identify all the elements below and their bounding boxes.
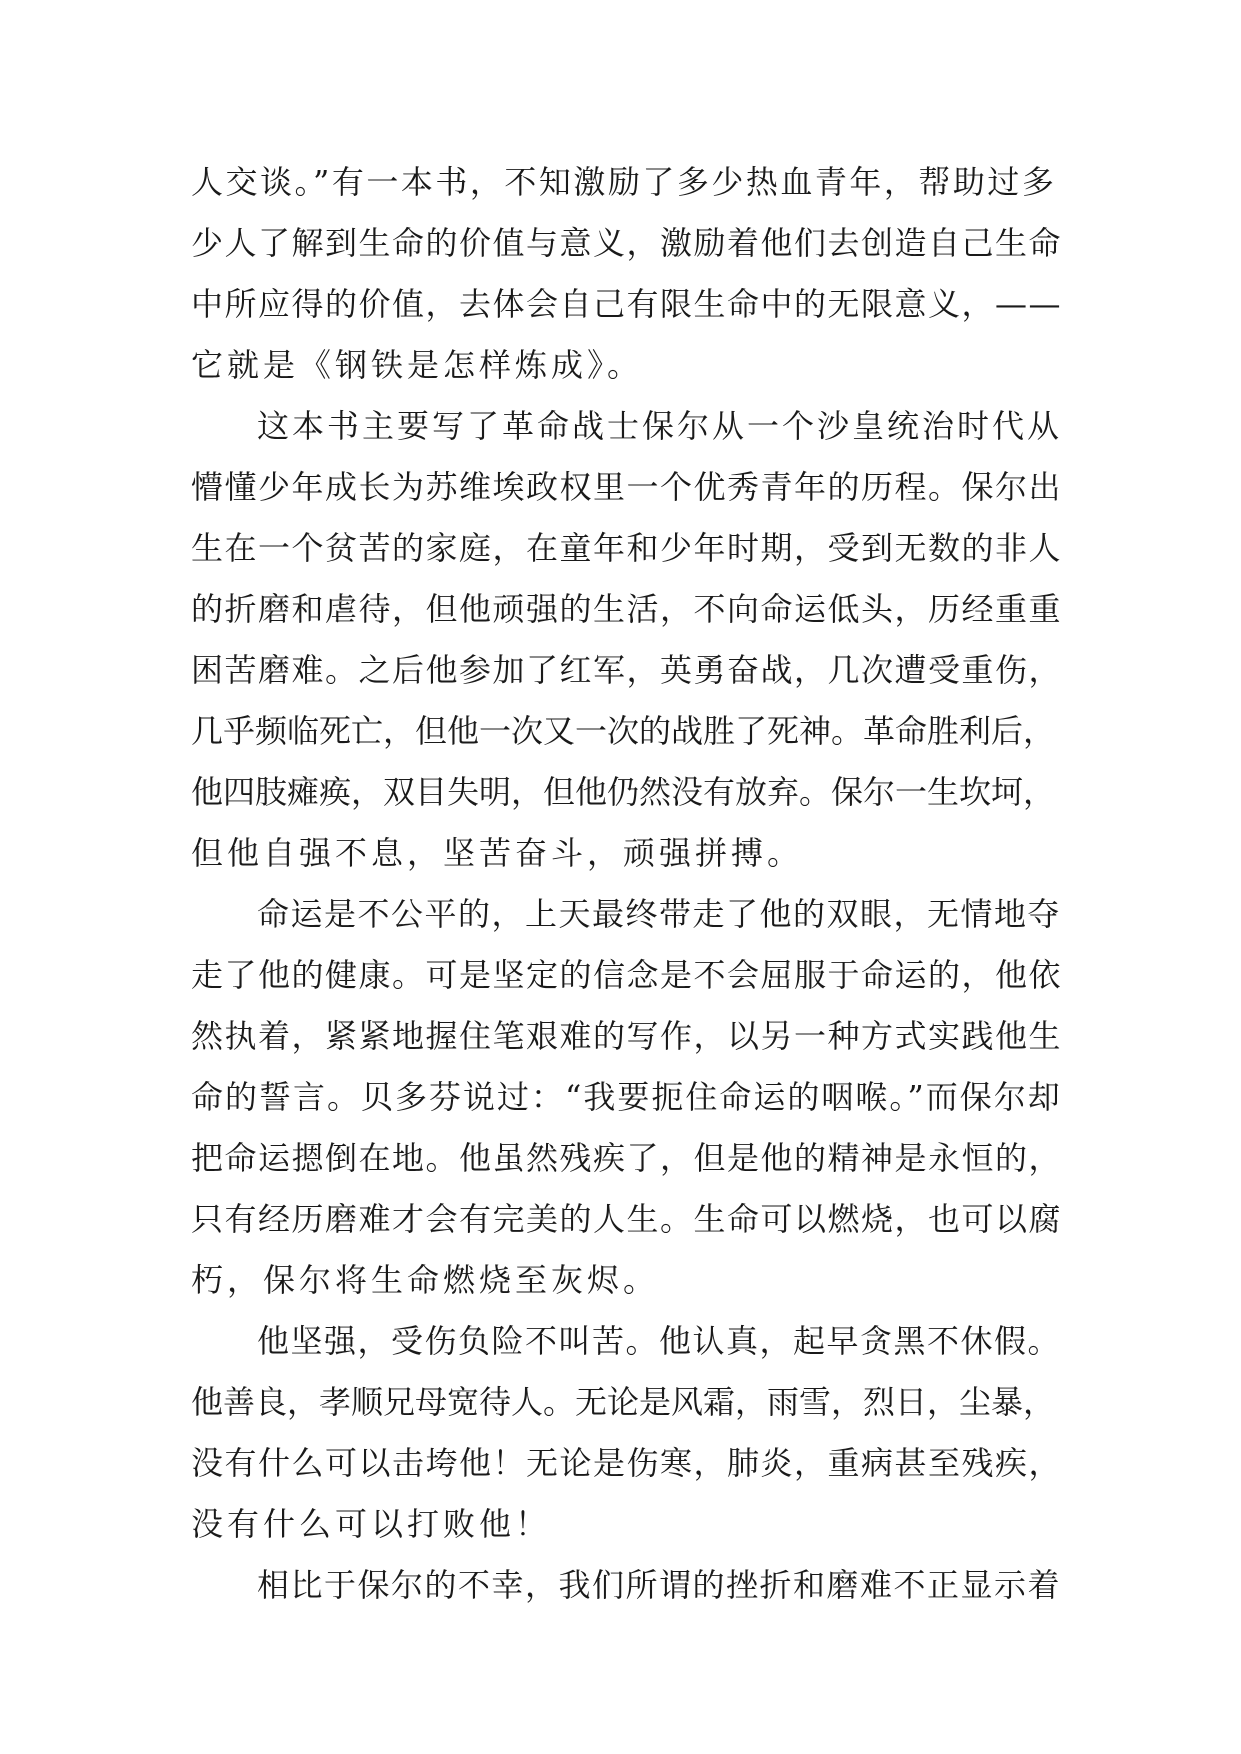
text-line: 他善良，孝顺兄母宽待人。无论是风霜，雨雪，烈日，尘暴， [191, 1383, 1056, 1421]
text-line: 几乎频临死亡，但他一次又一次的战胜了死神。革命胜利后， [191, 712, 1056, 750]
text-line: 把命运摁倒在地。他虽然残疾了，但是他的精神是永恒的， [191, 1139, 1063, 1177]
text-line: 命运是不公平的，上天最终带走了他的双眼，无情地夺 [257, 895, 1062, 933]
paragraph-4 [191, 1311, 1065, 1555]
text-line: 它就是《钢铁是怎样炼成》。 [191, 346, 644, 384]
text-line: 朽，保尔将生命燃烧至灰烬。 [191, 1261, 660, 1299]
text-line: 懵懂少年成长为苏维埃政权里一个优秀青年的历程。保尔出 [191, 468, 1063, 506]
text-line: 困苦磨难。之后他参加了红军，英勇奋战，几次遭受重伤， [191, 651, 1063, 689]
paragraph-3 [191, 884, 1065, 1311]
text-line: 中所应得的价值，去体会自己有限生命中的无限意义，—— [191, 285, 1063, 323]
text-line: 他坚强，受伤负险不叫苦。他认真，起早贪黑不休假。 [257, 1322, 1062, 1360]
text-line: 他四肢瘫痪，双目失明，但他仍然没有放弃。保尔一生坎坷， [191, 773, 1056, 811]
text-line: 但他自强不息，坚苦奋斗，顽强拼搏。 [191, 834, 804, 872]
text-line: 命的誓言。贝多芬说过：“我要扼住命运的咽喉。”而保尔却 [191, 1078, 1062, 1116]
text-line: 然执着，紧紧地握住笔艰难的写作，以另一种方式实践他生 [191, 1017, 1063, 1055]
document-body [191, 152, 1065, 1616]
text-line: 没有什么可以打败他！ [191, 1505, 552, 1543]
text-line: 的折磨和虐待，但他顽强的生活，不向命运低头，历经重重 [191, 590, 1063, 628]
paragraph-5 [191, 1555, 1065, 1616]
text-line: 少人了解到生命的价值与意义，激励着他们去创造自己生命 [191, 224, 1063, 262]
paragraph-2 [191, 396, 1065, 884]
text-line: 生在一个贫苦的家庭，在童年和少年时期，受到无数的非人 [191, 529, 1063, 567]
paragraph-1 [191, 152, 1065, 396]
text-line: 没有什么可以击垮他！无论是伤寒，肺炎，重病甚至残疾， [191, 1444, 1063, 1482]
text-line: 相比于保尔的不幸，我们所谓的挫折和磨难不正显示着 [257, 1566, 1062, 1604]
text-line: 人交谈。”有一本书，不知激励了多少热血青年，帮助过多 [191, 163, 1057, 201]
text-line: 这本书主要写了革命战士保尔从一个沙皇统治时代从 [257, 407, 1063, 445]
text-line: 只有经历磨难才会有完美的人生。生命可以燃烧，也可以腐 [191, 1200, 1063, 1238]
text-line: 走了他的健康。可是坚定的信念是不会屈服于命运的，他依 [191, 956, 1063, 994]
